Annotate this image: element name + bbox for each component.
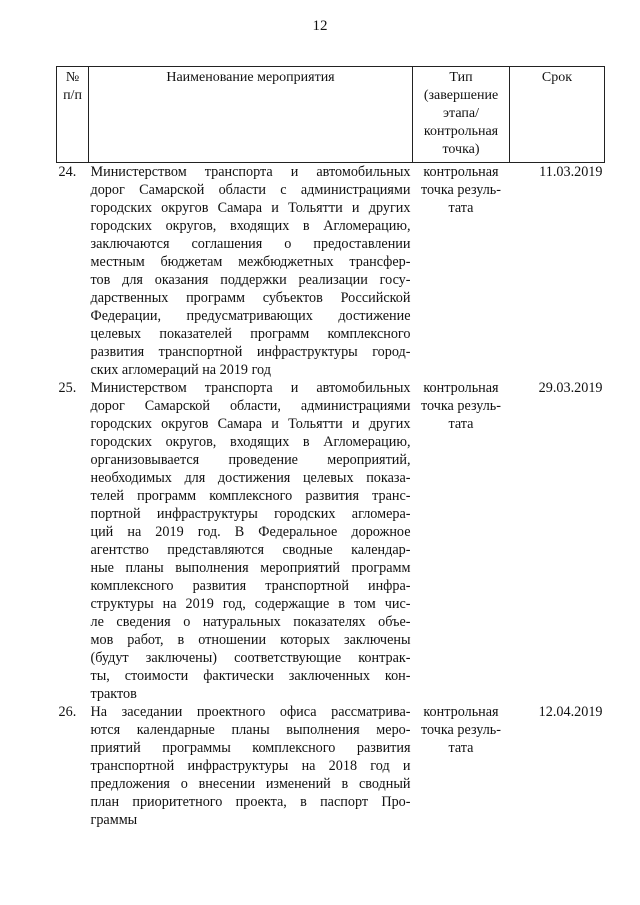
row-type xyxy=(413,703,510,829)
activity-text-line: мов работ, в отношении которых заключены xyxy=(90,632,411,648)
activity-text-line: городских округов, входящих в Агломерацию, xyxy=(90,434,411,450)
activity-text-line: Министерством транспорта и автомобильных xyxy=(90,164,411,180)
page-number: 12 xyxy=(312,18,328,34)
activity-text-line: городских округов Самара и Тольятти и других xyxy=(90,200,411,216)
header-date: Срок xyxy=(510,67,605,163)
activity-text-line: организовывается проведение мероприятий, xyxy=(90,452,411,468)
activity-text-line: комплексного развития транспортной инфра- xyxy=(90,578,411,594)
type-text-line: контрольная xyxy=(423,164,499,180)
activity-text-line: целевых показателей программ комплексного xyxy=(90,326,411,342)
row-deadline: 29.03.2019 xyxy=(538,380,603,396)
type-text-line: контрольная xyxy=(423,380,499,396)
type-text-line: точка резуль- xyxy=(420,722,501,738)
table-body xyxy=(57,163,605,830)
activity-text-line: дорог Самарской области, администрациями xyxy=(90,398,411,414)
activity-text-line: агентство представляются сводные календар- xyxy=(90,542,411,558)
activity-text-line: план приоритетного проекта, в паспорт Про- xyxy=(90,794,411,810)
activity-text-line: местным бюджетам межбюджетных трансфер- xyxy=(90,254,411,270)
header-name: Наименование мероприятия xyxy=(89,67,413,163)
header-type-line: этапа/ xyxy=(443,106,479,121)
activity-text-line: необходимых для достижения целевых показа- xyxy=(90,470,411,486)
header-type xyxy=(413,67,510,163)
row-number: 26. xyxy=(58,704,77,720)
type-text-line: тата xyxy=(448,200,474,216)
activity-text-line: На заседании проектного офиса рассматрива- xyxy=(90,704,411,720)
table-row xyxy=(57,703,605,829)
activity-text-line: портной инфраструктуры городских агломера- xyxy=(90,506,411,522)
activity-text-line: трактов xyxy=(90,686,137,702)
row-deadline: 12.04.2019 xyxy=(538,704,603,720)
activity-text-line: ются календарные планы выполнения меро- xyxy=(90,722,411,738)
activity-text-line: ских агломераций на 2019 год xyxy=(90,362,271,378)
activity-text-line: ты, стоимости фактически заключенных кон- xyxy=(90,668,411,684)
row-deadline: 11.03.2019 xyxy=(539,164,603,180)
table-row xyxy=(57,379,605,703)
activity-text-line: (будут заключены) соответствующие контрак- xyxy=(90,650,411,666)
row-number: 24. xyxy=(58,164,77,180)
activity-text-line: городских округов, входящих в Агломерацию, xyxy=(90,218,411,234)
header-number xyxy=(57,67,89,163)
activity-text-line: транспортной инфраструктуры на 2018 год и xyxy=(90,758,411,774)
activity-text-line: городских округов Самара и Тольятти и других xyxy=(90,416,411,432)
activity-text-line: Федерации, предусматривающих достижение xyxy=(90,308,411,324)
header-type-line: Тип xyxy=(449,70,473,85)
activity-text-line: структуры на 2019 год, содержащие в том чис- xyxy=(90,596,411,612)
activity-text-line: развития транспортной инфраструктуры город- xyxy=(90,344,411,360)
activity-text-line: предложения о внесении изменений в сводный xyxy=(90,776,411,792)
activity-text-line: телей программ комплексного развития транс- xyxy=(90,488,411,504)
type-text-line: тата xyxy=(448,416,474,432)
header-type-line: точка) xyxy=(442,142,480,157)
type-text-line: тата xyxy=(448,740,474,756)
table-row xyxy=(57,163,605,380)
row-activity-name xyxy=(89,703,413,829)
header-number-line: № xyxy=(65,70,80,85)
row-type xyxy=(413,163,510,380)
row-number: 25. xyxy=(58,380,77,396)
row-activity-name xyxy=(89,163,413,380)
activity-text-line: граммы xyxy=(90,812,138,828)
activity-text-line: приятий программы комплексного развития xyxy=(90,740,411,756)
type-text-line: точка резуль- xyxy=(420,182,501,198)
activity-text-line: ций на 2019 год. В Федеральное дорожное xyxy=(90,524,411,540)
table-header xyxy=(57,67,605,163)
activities-table xyxy=(56,66,605,829)
header-type-line: контрольная xyxy=(423,124,499,139)
header-number-line: п/п xyxy=(63,88,82,103)
header-type-line: (завершение xyxy=(423,88,499,103)
row-activity-name xyxy=(89,379,413,703)
activity-text-line: дорог Самарской области с администрациями xyxy=(90,182,411,198)
activity-text-line: Министерством транспорта и автомобильных xyxy=(90,380,411,396)
activity-text-line: ле сведения о натуральных показателях объе- xyxy=(90,614,411,630)
activity-text-line: тов для оказания поддержки реализации госу- xyxy=(90,272,411,288)
activity-text-line: ные планы выполнения мероприятий программ xyxy=(90,560,411,576)
row-type xyxy=(413,379,510,703)
type-text-line: точка резуль- xyxy=(420,398,501,414)
type-text-line: контрольная xyxy=(423,704,499,720)
activity-text-line: дарственных программ субъектов Российской xyxy=(90,290,411,306)
activity-text-line: заключаются соглашения о предоставлении xyxy=(90,236,411,252)
